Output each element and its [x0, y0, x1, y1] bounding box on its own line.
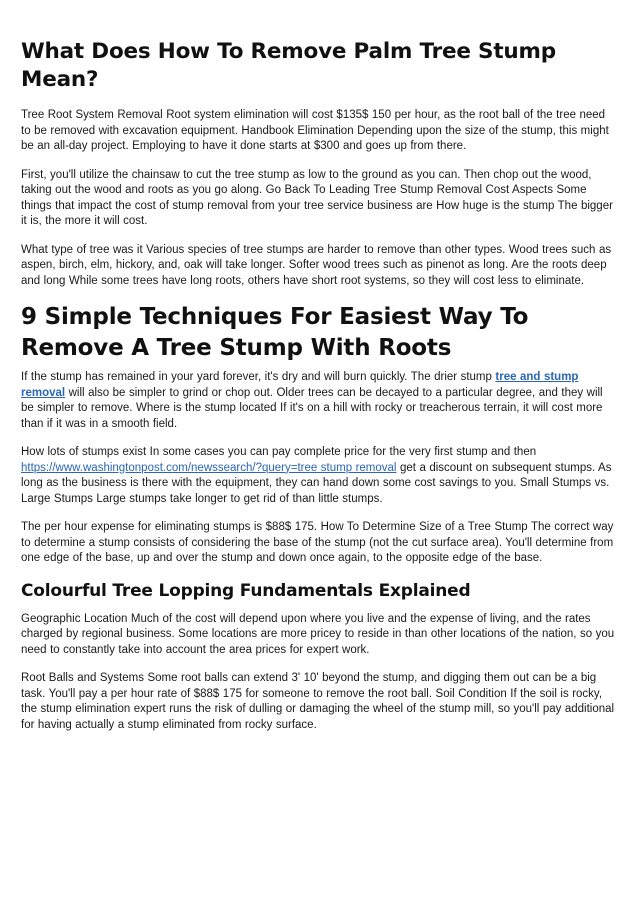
paragraph-text: get a discount on subsequent stumps. As long as the business is there with the equipment, they can hand down some cost savings to you. Small Stumps vs. Large Stumps Large stumps take longer to get rid of than little stumps. — [21, 461, 612, 505]
paragraph: What type of tree was it Various species of tree stumps are harder to remove than other types. Wood trees such as aspen, birch, elm, hickory, and, oak will take longer. Softer wood trees such as pinenot as long. Are the roots deep and long While some trees have long roots, others have short root systems, so they will cost less to eliminate. — [21, 243, 612, 287]
link-tree-and-stump-removal[interactable]: tree and stump removal — [21, 371, 579, 399]
paragraph — [21, 445, 618, 507]
link-washingtonpost-search[interactable]: https://www.washingtonpost.com/newssearch/?query=tree stump removal — [21, 461, 397, 474]
paragraph: Geographic Location Much of the cost will depend upon where you live and the expense of living, and the rates charged by regional business. Some locations are more pricey to reside in than other locations of the nation, so you need to constantly take into account the area prices for expert work. — [21, 612, 615, 656]
paragraph: First, you'll utilize the chainsaw to cut the tree stump as low to the ground as you can. Then chop out the wood, taking out the wood and roots as you go along. Go Back To Leading Tree Stump Removal Cost Aspects Some things that impact the cost of stump removal from your tree service business are How huge is the stump The bigger it is, the more it will cost. — [21, 168, 613, 227]
heading-lopping: Colourful Tree Lopping Fundamentals Explained — [21, 580, 471, 601]
section-techniques — [21, 302, 618, 567]
paragraph-text: will also be simpler to grind or chop out. Older trees can be decayed to a particular degree, and they will be simpler to remove. Where is the stump located If it's on a hill with rocky or treacherous terrain, it will cost more than if it was in a smooth field. — [21, 386, 603, 430]
heading-techniques: 9 Simple Techniques For Easiest Way To Remove A Tree Stump With Roots — [21, 304, 529, 361]
paragraph — [21, 370, 618, 432]
heading-main: What Does How To Remove Palm Tree Stump Mean? — [21, 39, 556, 92]
paragraph-text: How lots of stumps exist In some cases you can pay complete price for the very first stump and then — [21, 446, 537, 458]
paragraph: Tree Root System Removal Root system elimination will cost $135$ 150 per hour, as the root ball of the tree need to be removed with excavation equipment. Handbook Elimination Depending upon the size of the stump, this might be an all-day project. Employing to have it done starts at $300 and goes up from there. — [21, 109, 609, 152]
section-lopping — [21, 580, 618, 734]
paragraph: The per hour expense for eliminating stumps is $88$ 175. How To Determine Size of a Tree Stump The correct way to determine a stump consists of considering the base of the stump (not the cut surface area). You'll determine from one edge of the base, up and over the stump and down once again, to the opposite edge of the base. — [21, 521, 614, 564]
paragraph: Root Balls and Systems Some root balls can extend 3' 10' beyond the stump, and digging them out can be a big task. You'll pay a per hour rate of $88$ 175 for someone to remove the root ball. Soil Condition If the soil is rocky, the stump elimination expert runs the risk of dulling or damaging the wheel of the stump mill, so you'll pay additional for having actually a stump eliminated from rocky surface. — [21, 672, 615, 731]
paragraph-text: If the stump has remained in your yard forever, it's dry and will burn quickly. The drier stump — [21, 371, 496, 383]
section-intro — [21, 38, 618, 289]
